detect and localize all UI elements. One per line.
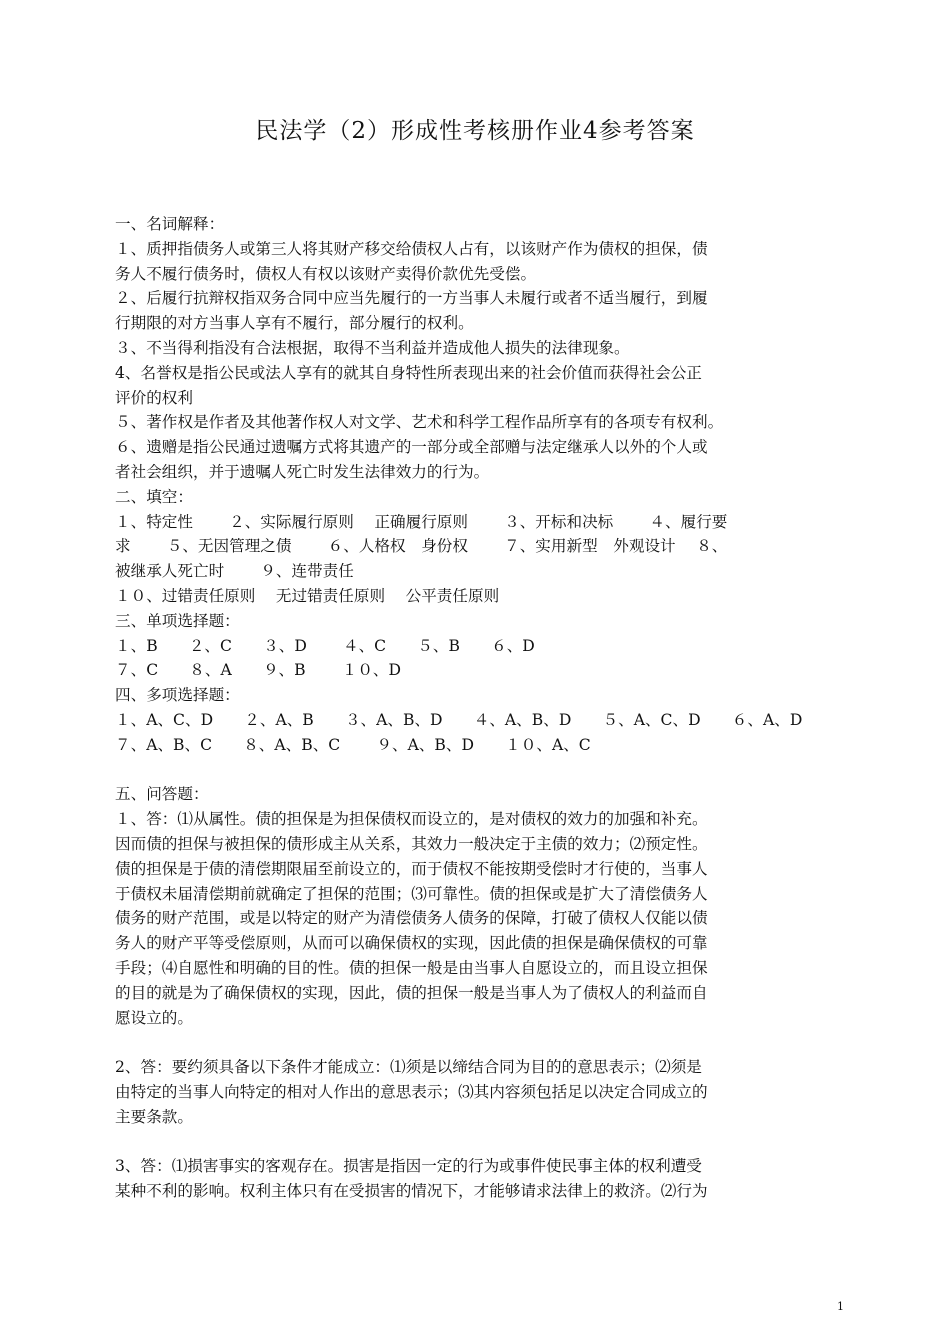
paragraph-line: 主要条款。 (115, 1107, 193, 1126)
paragraph-line: 者社会组织，并于遗嘱人死亡时发生法律效力的行为。 (115, 462, 490, 481)
section-heading-fill-blank: 二、填空： (115, 487, 193, 506)
paragraph-line: 于债权未届清偿期前就确定了担保的范围；⑶可靠性。债的担保或是扩大了清偿债务人 (115, 884, 708, 903)
paragraph-line: 的目的就是为了确保债权的实现，因此，债的担保一般是当事人为了债权人的利益而自 (115, 983, 708, 1002)
spacer (115, 758, 840, 783)
paragraph-line: １、特定性 ２、实际履行原则 正确履行原则 ３、开标和决标 ４、履行要 (115, 512, 728, 531)
paragraph-line: 被继承人死亡时 ９、连带责任 (115, 562, 354, 581)
paragraph-line: １、质押指债务人或第三人将其财产移交给债权人占有，以该财产作为债权的担保，债 (115, 239, 708, 258)
spacer (115, 1129, 840, 1154)
section-heading-definitions: 一、名词解释： (115, 215, 225, 233)
paragraph-line: 2、答：要约须具备以下条件才能成立：⑴须是以缔结合同为目的的意思表示；⑵须是 (115, 1058, 702, 1077)
paragraph-line: 因而债的担保与被担保的债形成主从关系，其效力一般决定于主债的效力；⑵预定性。 (115, 834, 708, 853)
answer-line: ７、A、B、C ８、A、B、C ９、A、B、D １０、A、C (115, 735, 591, 754)
answer-line: ７、C ８、A ９、B １０、D (115, 661, 402, 680)
paragraph-line: １０、过错责任原则 无过错责任原则 公平责任原则 (115, 586, 500, 605)
paragraph-line: 务人的财产平等受偿原则，从而可以确保债权的实现，因此债的担保是确保债权的可靠 (115, 934, 708, 953)
paragraph-line: 4、名誉权是指公民或法人享有的就其自身特性所表现出来的社会价值而获得社会公正 (115, 363, 702, 382)
document-body (115, 212, 840, 1204)
paragraph-line: ２、后履行抗辩权指双务合同中应当先履行的一方当事人未履行或者不适当履行，到履 (115, 289, 708, 308)
section-heading-multiple-choice: 四、多项选择题： (115, 686, 240, 705)
section-heading-single-choice: 三、单项选择题： (115, 611, 240, 630)
paragraph-line: 债务的财产范围，或是以特定的财产为清偿债务人债务的保障，打破了债权人仅能以债 (115, 909, 708, 928)
paragraph-line: 手段；⑷自愿性和明确的目的性。债的担保一般是由当事人自愿设立的，而且设立担保 (115, 958, 708, 977)
paragraph-line: 3、答：⑴损害事实的客观存在。损害是指因一定的行为或事件使民事主体的权利遭受 (115, 1157, 702, 1176)
paragraph-line: 由特定的当事人向特定的相对人作出的意思表示；⑶其内容须包括足以决定合同成立的 (115, 1082, 708, 1101)
section-heading-questions: 五、问答题： (115, 785, 209, 804)
answer-line: １、B ２、C ３、D ４、C ５、B ６、D (115, 636, 535, 655)
paragraph-line: ３、不当得利指没有合法根据，取得不当利益并造成他人损失的法律现象。 (115, 338, 630, 357)
paragraph-line: 愿设立的。 (115, 1008, 193, 1027)
paragraph-line: 评价的权利 (115, 388, 193, 407)
paragraph-line: ５、著作权是作者及其他著作权人对文学、艺术和科学工程作品所享有的各项专有权利。 (115, 413, 724, 432)
page-number: 1 (837, 1300, 844, 1313)
paragraph-line: 债的担保是于债的清偿期限届至前设立的，而于债权不能按期受偿时才行使的，当事人 (115, 859, 708, 878)
spacer (115, 1030, 840, 1055)
paragraph-line: 某种不利的影响。权利主体只有在受损害的情况下，才能够请求法律上的救济。⑵行为 (115, 1182, 708, 1201)
paragraph-line: 行期限的对方当事人享有不履行，部分履行的权利。 (115, 314, 474, 333)
document-title: 民法学（2）形成性考核册作业4参考答案 (255, 118, 695, 144)
paragraph-line: 求 ５、无因管理之债 ６、人格权 身份权 ７、实用新型 外观设计 ８、 (115, 537, 728, 556)
answer-line: １、A、C、D ２、A、B ３、A、B、D ４、A、B、D ５、A、C、D ６、A、D (115, 710, 803, 729)
paragraph-line: ６、遗赠是指公民通过遗嘱方式将其遗产的一部分或全部赠与法定继承人以外的个人或 (115, 438, 708, 457)
paragraph-line: １、答：⑴从属性。债的担保是为担保债权而设立的，是对债权的效力的加强和补充。 (115, 810, 708, 829)
paragraph-line: 务人不履行债务时，债权人有权以该财产卖得价款优先受偿。 (115, 264, 537, 283)
